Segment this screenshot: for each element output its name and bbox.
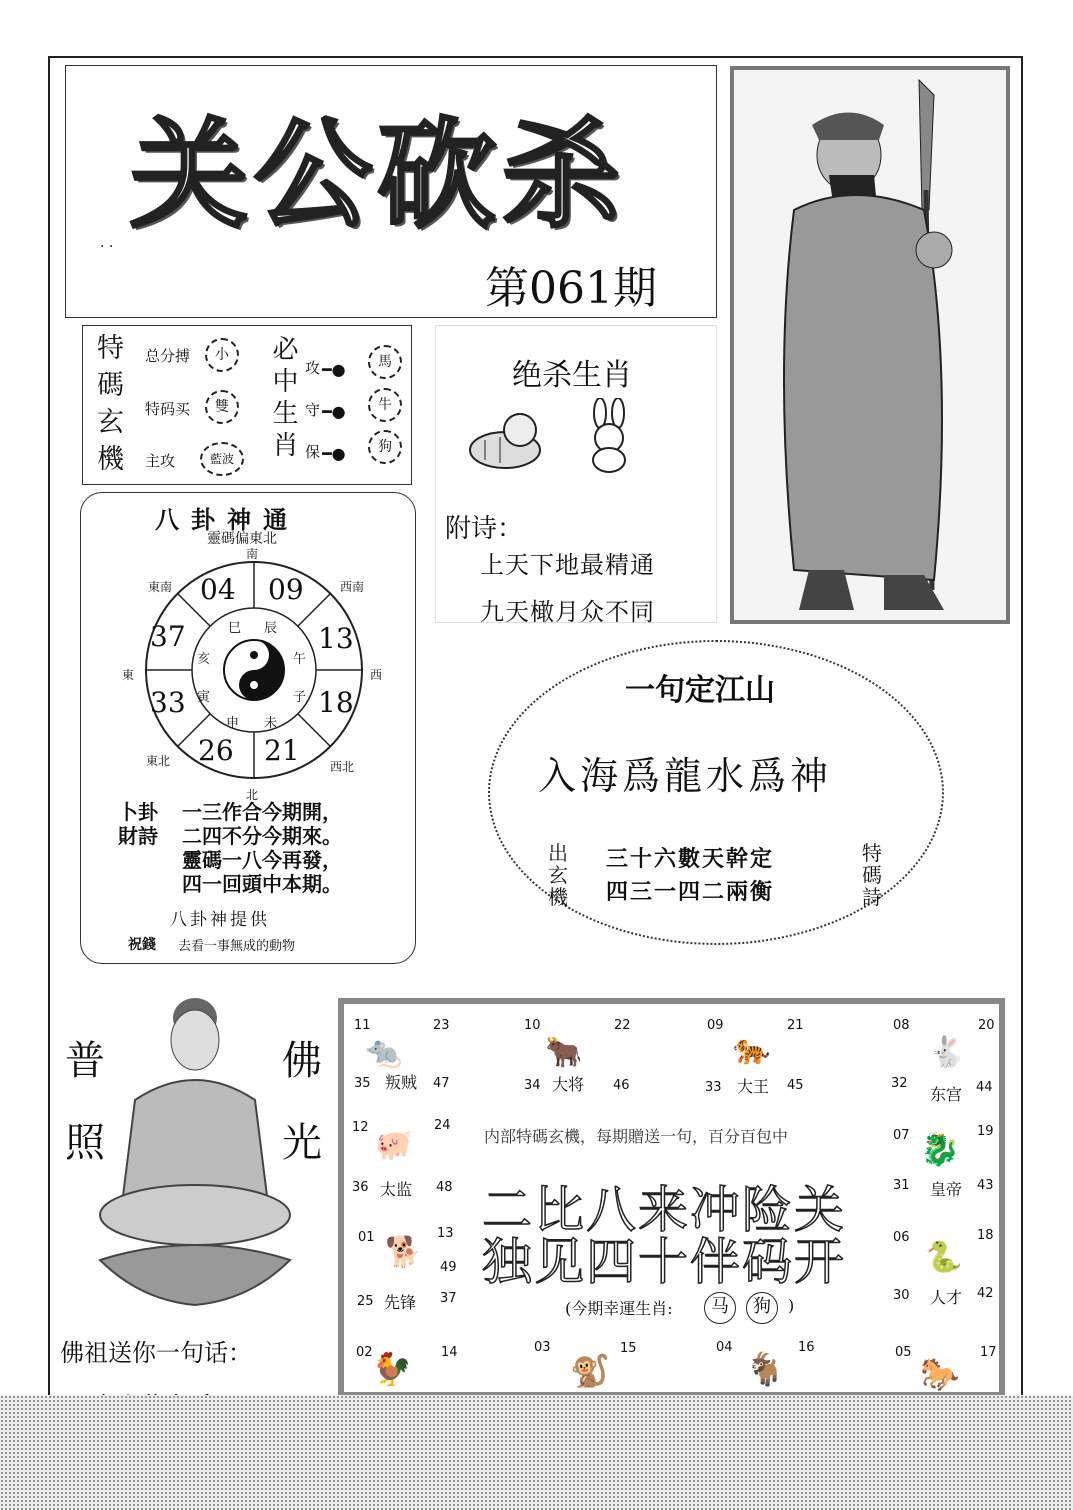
zodiac-number: 31 (893, 1178, 910, 1193)
buddha-left-label: 普照 (65, 1038, 105, 1166)
yiju-title: 一句定江山 (625, 673, 775, 708)
direction-east: 東 (122, 668, 135, 682)
zodiac-number: 13 (437, 1226, 454, 1241)
motto-text: 去看一事無成的動物 (178, 939, 296, 954)
attack-label: 守 (305, 401, 321, 419)
pig-icon: 🐖 (375, 1128, 413, 1163)
zodiac-number: 14 (441, 1345, 458, 1360)
zodiac-number: 11 (354, 1018, 371, 1033)
rooster-icon: 🐓 (372, 1350, 412, 1388)
direction-southeast: 東南 (148, 580, 173, 594)
zodiac-number: 21 (787, 1018, 804, 1033)
zodiac-number: 23 (433, 1018, 450, 1033)
bagua-subtitle: 靈碼偏東北 (207, 531, 277, 547)
zodiac-name: 叛贼 (385, 1073, 418, 1092)
bagua-poem-line: 四一回頭中本期。 (182, 872, 342, 896)
zodiac-number: 16 (798, 1340, 815, 1355)
tema-row-label: 总分搏 (145, 347, 191, 365)
yiju-poem: 三十六數天幹定 (606, 846, 775, 872)
yiju-left-label: 出玄機 (548, 841, 568, 909)
lucky-zodiac: 马 (704, 1292, 736, 1324)
pointing-hand-icon: ━● (322, 360, 346, 379)
zodiac-name: 大将 (552, 1075, 585, 1094)
zodiac-poem-line: 独见四十伴码开 (482, 1233, 846, 1291)
zodiac-number: 43 (977, 1178, 994, 1193)
zodiac-number: 42 (977, 1286, 994, 1301)
guan-gong-portrait (730, 66, 1010, 624)
bagua-poem-line: 靈碼一八今再發， (182, 848, 342, 872)
attack-animal: 牛 (368, 388, 402, 422)
lucky-end: ) (788, 1296, 795, 1315)
earthly-branch: 辰 (264, 621, 278, 636)
zodiac-number: 22 (614, 1018, 631, 1033)
horse-icon: 🐎 (920, 1355, 960, 1393)
zodiac-number: 20 (978, 1018, 995, 1033)
zodiac-number: 04 (716, 1340, 733, 1355)
buddha-figure (90, 990, 300, 1320)
zodiac-number: 46 (613, 1078, 630, 1093)
zodiac-name: 先锋 (384, 1293, 417, 1312)
bizhong-label: 必中生肖 (268, 335, 298, 463)
attack-label: 攻 (305, 359, 321, 377)
yiju-line: 入海爲龍水爲神 (538, 754, 833, 798)
bagua-number: 13 (318, 622, 354, 655)
zodiac-number: 48 (436, 1180, 453, 1195)
zodiac-number: 24 (434, 1118, 451, 1133)
zodiac-number: 18 (977, 1228, 994, 1243)
zodiac-number: 08 (893, 1018, 910, 1033)
zodiac-number: 44 (976, 1080, 993, 1095)
lucky-zodiac: 狗 (746, 1292, 778, 1324)
zodiac-number: 33 (705, 1080, 722, 1095)
motto-label: 祝錢 (128, 937, 156, 953)
dotted-overlay (0, 1395, 1073, 1510)
tema-row-label: 主攻 (145, 452, 176, 470)
zodiac-number: 02 (356, 1345, 373, 1360)
issue-number: 第061期 (485, 263, 657, 314)
ox-icon: 🐂 (545, 1035, 583, 1070)
zodiac-number: 10 (524, 1018, 541, 1033)
yiju-poem: 四三一四二兩衡 (606, 879, 775, 905)
bagua-number: 33 (150, 686, 186, 719)
attack-label: 保 (305, 443, 321, 461)
earthly-branch: 子 (293, 690, 307, 705)
buddha-right-label: 佛光 (282, 1038, 322, 1166)
direction-west: 西 (370, 668, 383, 682)
earthly-branch: 亥 (197, 652, 211, 667)
buddha-saying: 佛祖送你一句话： (60, 1339, 252, 1367)
juesha-title: 绝杀生肖 (512, 358, 632, 393)
zodiac-number: 05 (895, 1345, 912, 1360)
direction-northwest: 西北 (330, 760, 355, 774)
zodiac-number: 34 (524, 1078, 541, 1093)
tema-xuanji-box (82, 325, 412, 485)
zodiac-number: 19 (977, 1124, 994, 1139)
bagua-title: 八卦神通 (155, 505, 299, 534)
bagua-number: 37 (150, 620, 186, 653)
bagua-number: 21 (264, 734, 300, 767)
tiger-icon: 🐅 (733, 1032, 771, 1067)
direction-southwest: 西南 (340, 580, 365, 594)
zodiac-number: 12 (352, 1120, 369, 1135)
bagua-number: 09 (268, 573, 304, 606)
earthly-branch: 寅 (197, 690, 211, 705)
zodiac-number: 01 (358, 1230, 375, 1245)
dragon-icon: 🐉 (920, 1130, 960, 1168)
goat-icon: 🐐 (745, 1350, 785, 1388)
zodiac-name: 人才 (930, 1288, 963, 1307)
zodiac-number: 07 (893, 1128, 910, 1143)
zodiac-name: 太监 (380, 1180, 413, 1199)
attack-animal: 馬 (368, 345, 402, 379)
direction-south: 南 (246, 547, 259, 561)
zodiac-number: 30 (893, 1288, 910, 1303)
zodiac-poem-line: 二比八来冲险关 (482, 1181, 846, 1239)
rat-icon: 🐀 (365, 1035, 403, 1070)
zodiac-notice: 内部特碼玄機，每期贈送一句，百分百包中 (484, 1127, 789, 1146)
page-title: 关公砍杀 (130, 106, 627, 244)
zodiac-name: 东宫 (930, 1085, 963, 1104)
zodiac-number: 37 (440, 1291, 457, 1306)
earthly-branch: 未 (264, 716, 278, 731)
poem-label: 附诗： (445, 514, 524, 544)
dots: . . (100, 235, 114, 251)
tema-badge: 小 (205, 338, 239, 372)
earthly-branch: 申 (226, 716, 240, 731)
zodiac-number: 09 (707, 1018, 724, 1033)
earthly-branch: 午 (293, 652, 307, 667)
attack-animal: 狗 (368, 430, 402, 464)
zodiac-number: 03 (534, 1340, 551, 1355)
snake-icon: 🐍 (925, 1240, 963, 1275)
tema-badge: 藍波 (200, 442, 244, 476)
direction-northeast: 東北 (146, 754, 171, 768)
direction-north: 北 (246, 788, 259, 802)
zodiac-number: 32 (891, 1076, 908, 1091)
rabbit-icon: 🐇 (928, 1035, 966, 1070)
poem-line: 上天下地最精通 (480, 551, 655, 579)
yiju-right-label: 特碼詩 (862, 841, 882, 909)
bagua-poem-line: 二四不分今期來。 (182, 824, 342, 848)
zodiac-number: 06 (893, 1230, 910, 1245)
lucky-label: (今期幸運生肖: (565, 1299, 673, 1318)
monkey-icon: 🐒 (570, 1352, 610, 1390)
tema-side-label: 特碼玄機 (92, 333, 123, 481)
zodiac-number: 36 (352, 1180, 369, 1195)
tema-row-label: 特码买 (145, 400, 191, 418)
guan-gong-figure (734, 70, 1006, 620)
dog-icon: 🐕 (385, 1235, 423, 1270)
poem-line: 九天橄月众不同 (480, 598, 655, 626)
zodiac-name: 大王 (737, 1077, 770, 1096)
bagua-side-label: 卜卦財詩 (118, 800, 158, 848)
rabbit-icon (580, 398, 640, 476)
zodiac-name: 皇帝 (930, 1180, 963, 1199)
zodiac-number: 35 (354, 1076, 371, 1091)
bagua-number: 26 (198, 734, 234, 767)
zodiac-number: 17 (980, 1345, 997, 1360)
zodiac-number: 45 (787, 1078, 804, 1093)
bagua-number: 04 (200, 573, 236, 606)
bagua-number: 18 (318, 686, 354, 719)
pointing-hand-icon: ━● (322, 444, 346, 463)
pointing-hand-icon: ━● (322, 402, 346, 421)
bagua-poem-line: 一三作合今期開， (182, 800, 342, 824)
tiger-icon (455, 405, 545, 475)
tema-badge: 雙 (205, 390, 239, 424)
zodiac-number: 49 (440, 1260, 457, 1275)
earthly-branch: 巳 (228, 621, 242, 636)
zodiac-number: 15 (620, 1341, 637, 1356)
zodiac-number: 47 (433, 1076, 450, 1091)
bagua-provider: 八卦神提供 (170, 910, 270, 930)
zodiac-number: 25 (357, 1294, 374, 1309)
